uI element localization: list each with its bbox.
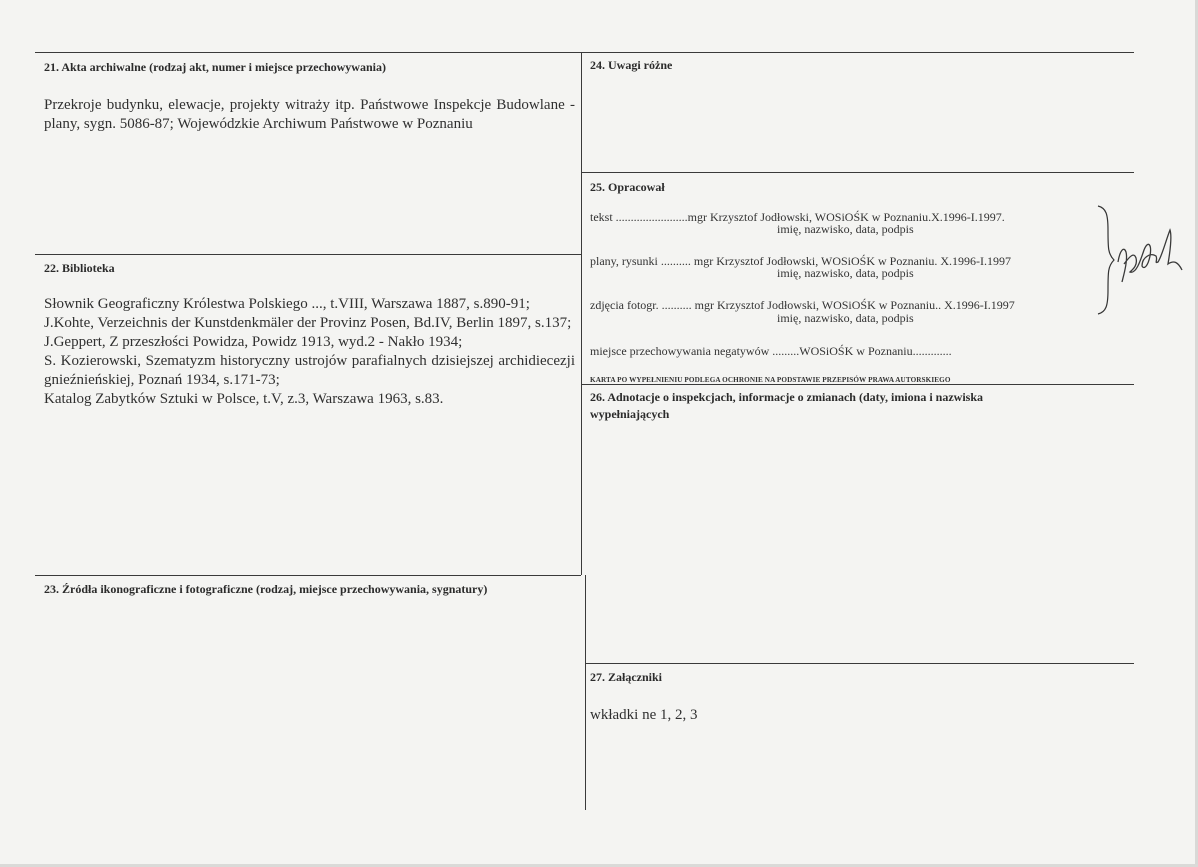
rule-section26 xyxy=(582,384,1134,385)
row-label: tekst xyxy=(590,210,613,224)
rule-section25 xyxy=(582,172,1134,173)
rule-section23 xyxy=(35,575,581,576)
row-value: mgr Krzysztof Jodłowski, WOSiOŚK w Poznaniu.X.1996-I.1997. xyxy=(687,210,1005,224)
section22-title: 22. Biblioteka xyxy=(44,261,115,275)
row-label: plany, rysunki xyxy=(590,254,658,268)
section21-title: 21. Akta archiwalne (rodzaj akt, numer i miejsce przechowywania) xyxy=(44,60,386,74)
storage-label: miejsce przechowywania negatywów xyxy=(590,344,770,358)
storage-dots: ............. xyxy=(912,344,952,358)
section27-title: 27. Załączniki xyxy=(590,670,663,684)
attachments-text: wkładki ne 1, 2, 3 xyxy=(590,707,698,723)
negatives-storage-row xyxy=(590,344,952,359)
rule-section27 xyxy=(585,663,1134,664)
bibliography-entry: Słownik Geograficzny Królestwa Polskiego ..., t.VIII, Warszawa 1887, s.890-91; xyxy=(44,296,530,312)
row-dots: .......... xyxy=(660,254,691,268)
section26-title-line1: 26. Adnotacje o inspekcjach, informacje o zmianach (daty, imiona i nazwiska xyxy=(590,390,983,404)
column-divider-lower xyxy=(585,575,586,810)
copyright-notice: KARTA PO WYPEŁNIENIU PODLEGA OCHRONIE NA PODSTAWIE PRZEPISÓW PRAWA AUTORSKIEGO xyxy=(590,376,951,384)
row-value: mgr Krzysztof Jodłowski, WOSiOŚK w Poznaniu.. X.1996-I.1997 xyxy=(694,298,1015,312)
bibliography-entry: S. Kozierowski, Szematyzm historyczny ustrojów parafialnych dzisiejszej archidiecezji gnieźnieńskiej, Poznań 1934, s.171-73; xyxy=(44,353,575,388)
rule-section22 xyxy=(35,254,581,255)
column-divider-upper xyxy=(581,52,582,575)
row-label: zdjęcia fotogr. xyxy=(590,298,659,312)
section21-text: Przekroje budynku, elewacje, projekty witraży itp. Państwowe Inspekcje Budowlane - plany, sygn. 5086-87; Wojewódzkie Archiwum Państwowe w Poznaniu xyxy=(44,97,575,132)
storage-dots: ......... xyxy=(772,344,800,358)
bracket-signature xyxy=(1096,200,1186,320)
section26-title-line2: wypełniających xyxy=(590,407,670,421)
section25-title: 25. Opracował xyxy=(590,180,665,194)
row-dots: ........................ xyxy=(615,210,688,224)
bibliography-list xyxy=(44,295,575,409)
top-rule xyxy=(35,52,1134,53)
section24-title: 24. Uwagi różne xyxy=(590,58,673,72)
row-value: mgr Krzysztof Jodłowski, WOSiOŚK w Poznaniu. X.1996-I.1997 xyxy=(693,254,1011,268)
row-caption: imię, nazwisko, data, podpis xyxy=(777,222,914,236)
row-dots: .......... xyxy=(661,298,692,312)
storage-value: WOSiOŚK w Poznaniu xyxy=(799,344,913,358)
bibliography-entry: J.Kohte, Verzeichnis der Kunstdenkmäler der Provinz Posen, Bd.IV, Berlin 1897, s.137; xyxy=(44,315,572,331)
bibliography-entry: Katalog Zabytków Sztuki w Polsce, t.V, z.3, Warszawa 1963, s.83. xyxy=(44,391,444,407)
row-caption: imię, nazwisko, data, podpis xyxy=(777,311,914,325)
section23-title: 23. Źródła ikonograficzne i fotograficzne (rodzaj, miejsce przechowywania, sygnatury) xyxy=(44,582,488,596)
bibliography-entry: J.Geppert, Z przeszłości Powidza, Powidz 1913, wyd.2 - Nakło 1934; xyxy=(44,334,463,350)
row-caption: imię, nazwisko, data, podpis xyxy=(777,266,914,280)
